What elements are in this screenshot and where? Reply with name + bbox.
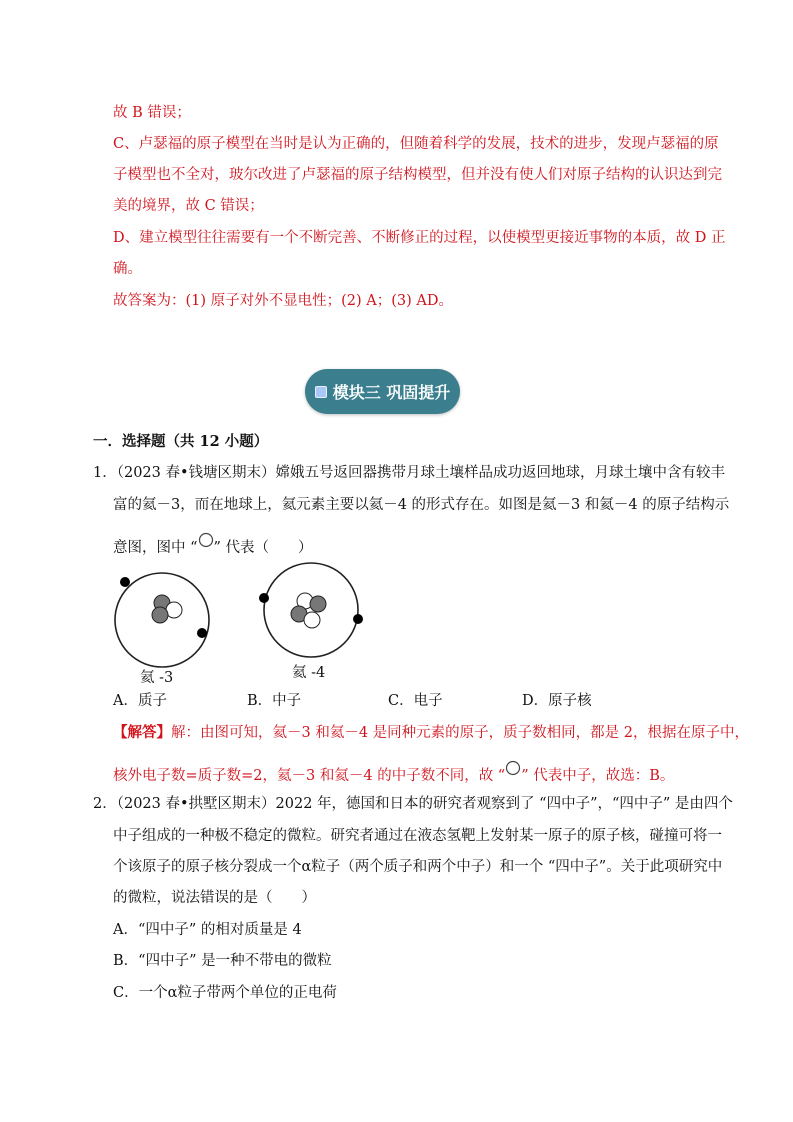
he3-proton bbox=[152, 607, 168, 623]
open-circle-icon bbox=[505, 760, 521, 776]
prev-answer-line-5: D、建立模型往往需要有一个不断完善、不断修正的过程，以使模型更接近事物的本质，故 D 正 bbox=[113, 230, 726, 246]
he4-electron bbox=[353, 614, 363, 624]
he3-label: 氦 -3 bbox=[140, 670, 174, 686]
section-title: 一．选择题（共 12 小题） bbox=[93, 433, 269, 450]
he4-orbit bbox=[264, 563, 358, 657]
q2-option-a[interactable]: A．“四中子” 的相对质量是 4 bbox=[113, 922, 302, 938]
prev-answer-line-3: 子模型也不全对，玻尔改进了卢瑟福的原子结构模型，但并没有使人们对原子结构的认识达到完 bbox=[113, 167, 722, 183]
q1-option-a[interactable]: A．质子 bbox=[113, 693, 167, 709]
q1-line-1: 1．（2023 春•钱塘区期末）嫦娥五号返回器携带月球土壤样品成功返回地球，月球土壤中含有较丰 bbox=[93, 465, 726, 481]
q2-option-c[interactable]: C．一个α粒子带两个单位的正电荷 bbox=[113, 985, 337, 1001]
q1-option-b[interactable]: B．中子 bbox=[247, 693, 302, 709]
q1-line-2: 富的氦－3，而在地球上，氦元素主要以氦－4 的形式存在。如图是氦－3 和氦－4 的原子结构示 bbox=[113, 497, 730, 513]
q2-line-1: 2．（2023 春•拱墅区期末）2022 年，德国和日本的研究者观察到了 “四中子”，“四中子” 是由四个 bbox=[93, 796, 733, 812]
q2-option-b[interactable]: B．“四中子” 是一种不带电的微粒 bbox=[113, 953, 332, 969]
open-circle-icon bbox=[198, 532, 214, 548]
q1-line-3-post: ” 代表（ ） bbox=[213, 540, 313, 556]
q1-option-d[interactable]: D．原子核 bbox=[522, 693, 592, 709]
prev-answer-line-2: C、卢瑟福的原子模型在当时是认为正确的，但随着科学的发展，技术的进步，发现卢瑟福的原 bbox=[113, 136, 719, 152]
he4-electron bbox=[259, 593, 269, 603]
prev-answer-line-1: 故 B 错误； bbox=[113, 105, 191, 121]
prev-answer-line-6: 确。 bbox=[113, 261, 142, 277]
q1-answer-text-1: 解：由图可知，氦－3 和氦－4 是同种元素的原子，质子数相同，都是 2，根据在原子中， bbox=[171, 725, 749, 741]
q2-line-4: 的微粒，说法错误的是（ ） bbox=[113, 890, 316, 906]
q2-line-2: 中子组成的一种极不稳定的微粒。研究者通过在液态氢靶上发射某一原子的原子核，碰撞可将一 bbox=[113, 828, 722, 844]
q1-answer-line-2 bbox=[113, 760, 674, 785]
he4-proton bbox=[310, 596, 326, 612]
module-banner-label: 模块三 巩固提升 bbox=[332, 383, 451, 402]
he3-electron bbox=[120, 577, 130, 587]
he3-electron bbox=[197, 628, 207, 638]
q1-answer-line-2-pre: 核外电子数=质子数=2，氦－3 和氦－4 的中子数不同，故 “ bbox=[113, 768, 506, 784]
q2-line-3: 个该原子的原子核分裂成一个α粒子（两个质子和两个中子）和一个 “四中子”。关于此项研究中 bbox=[113, 859, 723, 875]
module-banner bbox=[305, 369, 460, 414]
q1-line-3-pre: 意图，图中 “ bbox=[113, 540, 198, 556]
q1-option-c[interactable]: C．电子 bbox=[388, 693, 443, 709]
prev-answer-line-4: 美的境界，故 C 错误； bbox=[113, 198, 264, 214]
he4-neutron bbox=[304, 612, 320, 628]
q1-answer-tag: 【解答】 bbox=[113, 724, 171, 741]
prev-answer-line-7: 故答案为：(1) 原子对外不显电性；(2) A；(3) AD。 bbox=[113, 293, 454, 309]
he4-label: 氦 -4 bbox=[292, 665, 326, 681]
book-icon bbox=[315, 386, 327, 398]
q1-line-3 bbox=[113, 532, 313, 557]
q1-answer-line-2-post: ” 代表中子，故选：B。 bbox=[521, 768, 675, 784]
helium-4-diagram bbox=[255, 560, 365, 665]
q1-answer-line-1 bbox=[113, 721, 749, 742]
helium-3-diagram bbox=[110, 570, 220, 675]
